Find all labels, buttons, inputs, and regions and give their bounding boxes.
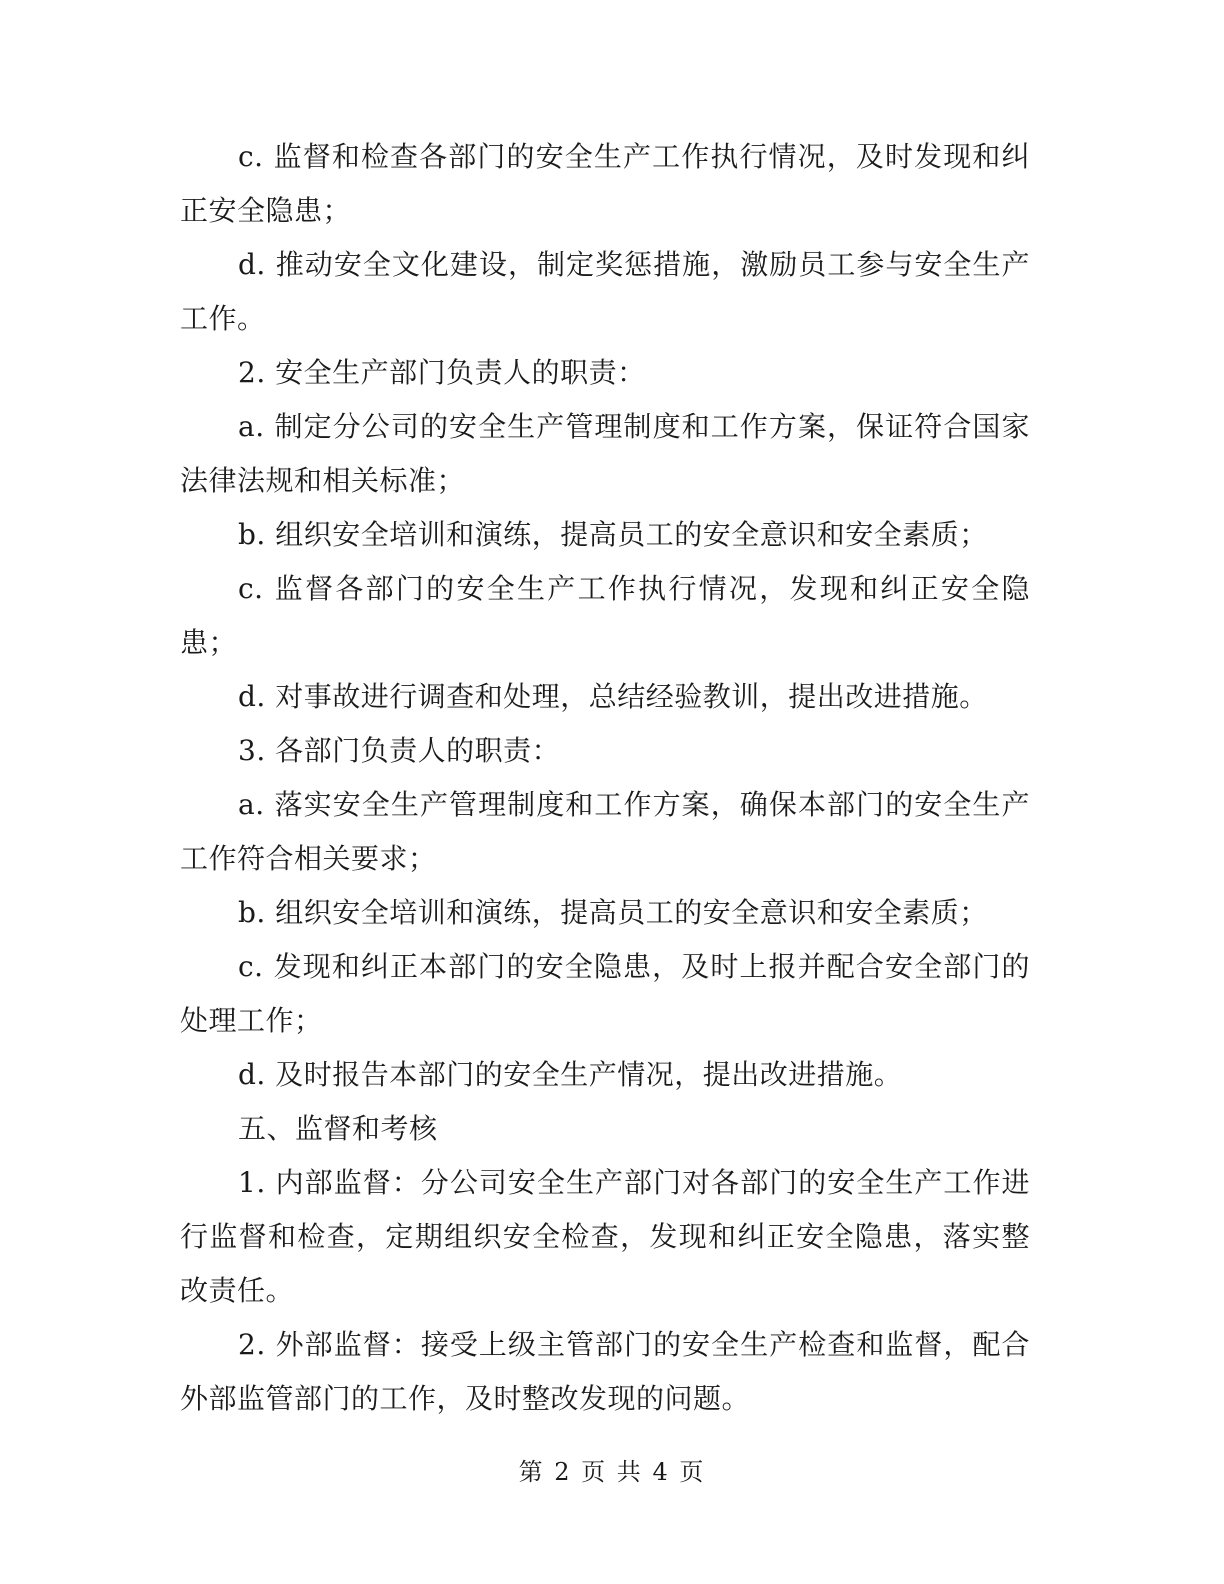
- document-body: [180, 130, 1030, 1426]
- paragraph-1-internal-supervision: 1. 内部监督：分公司安全生产部门对各部门的安全生产工作进行监督和检查，定期组织安全检查，发现和纠正安全隐患，落实整改责任。: [180, 1166, 1030, 1307]
- paragraph-3-each-department-duties: 3. 各部门负责人的职责：: [238, 734, 561, 767]
- paragraph-d-safety-culture: d. 推动安全文化建设，制定奖惩措施，激励员工参与安全生产工作。: [180, 248, 1030, 335]
- paragraph-c-supervise-inspect: c. 监督和检查各部门的安全生产工作执行情况，及时发现和纠正安全隐患；: [180, 140, 1030, 227]
- paragraph-a-management-system: a. 制定分公司的安全生产管理制度和工作方案，保证符合国家法律法规和相关标准；: [180, 410, 1030, 497]
- paragraph-a-implement-system: a. 落实安全生产管理制度和工作方案，确保本部门的安全生产工作符合相关要求；: [180, 788, 1030, 875]
- section-heading-supervision-assessment: 五、监督和考核: [238, 1112, 438, 1145]
- paragraph-2-external-supervision: 2. 外部监督：接受上级主管部门的安全生产检查和监督，配合外部监管部门的工作，及时整改发现的问题。: [180, 1328, 1030, 1415]
- paragraph-d-timely-report: d. 及时报告本部门的安全生产情况，提出改进措施。: [238, 1058, 903, 1091]
- paragraph-c-hazard-report: c. 发现和纠正本部门的安全隐患，及时上报并配合安全部门的处理工作；: [180, 950, 1030, 1037]
- paragraph-d-accident-investigation: d. 对事故进行调查和处理，总结经验教训，提出改进措施。: [238, 680, 988, 713]
- paragraph-b-training: b. 组织安全培训和演练，提高员工的安全意识和安全素质；: [238, 518, 988, 551]
- paragraph-c-supervise-departments: c. 监督各部门的安全生产工作执行情况，发现和纠正安全隐患；: [180, 572, 1030, 659]
- paragraph-b-training-repeat: b. 组织安全培训和演练，提高员工的安全意识和安全素质；: [238, 896, 988, 929]
- paragraph-2-department-head-duties: 2. 安全生产部门负责人的职责：: [238, 356, 646, 389]
- page-number-footer: 第 2 页 共 4 页: [518, 1458, 706, 1486]
